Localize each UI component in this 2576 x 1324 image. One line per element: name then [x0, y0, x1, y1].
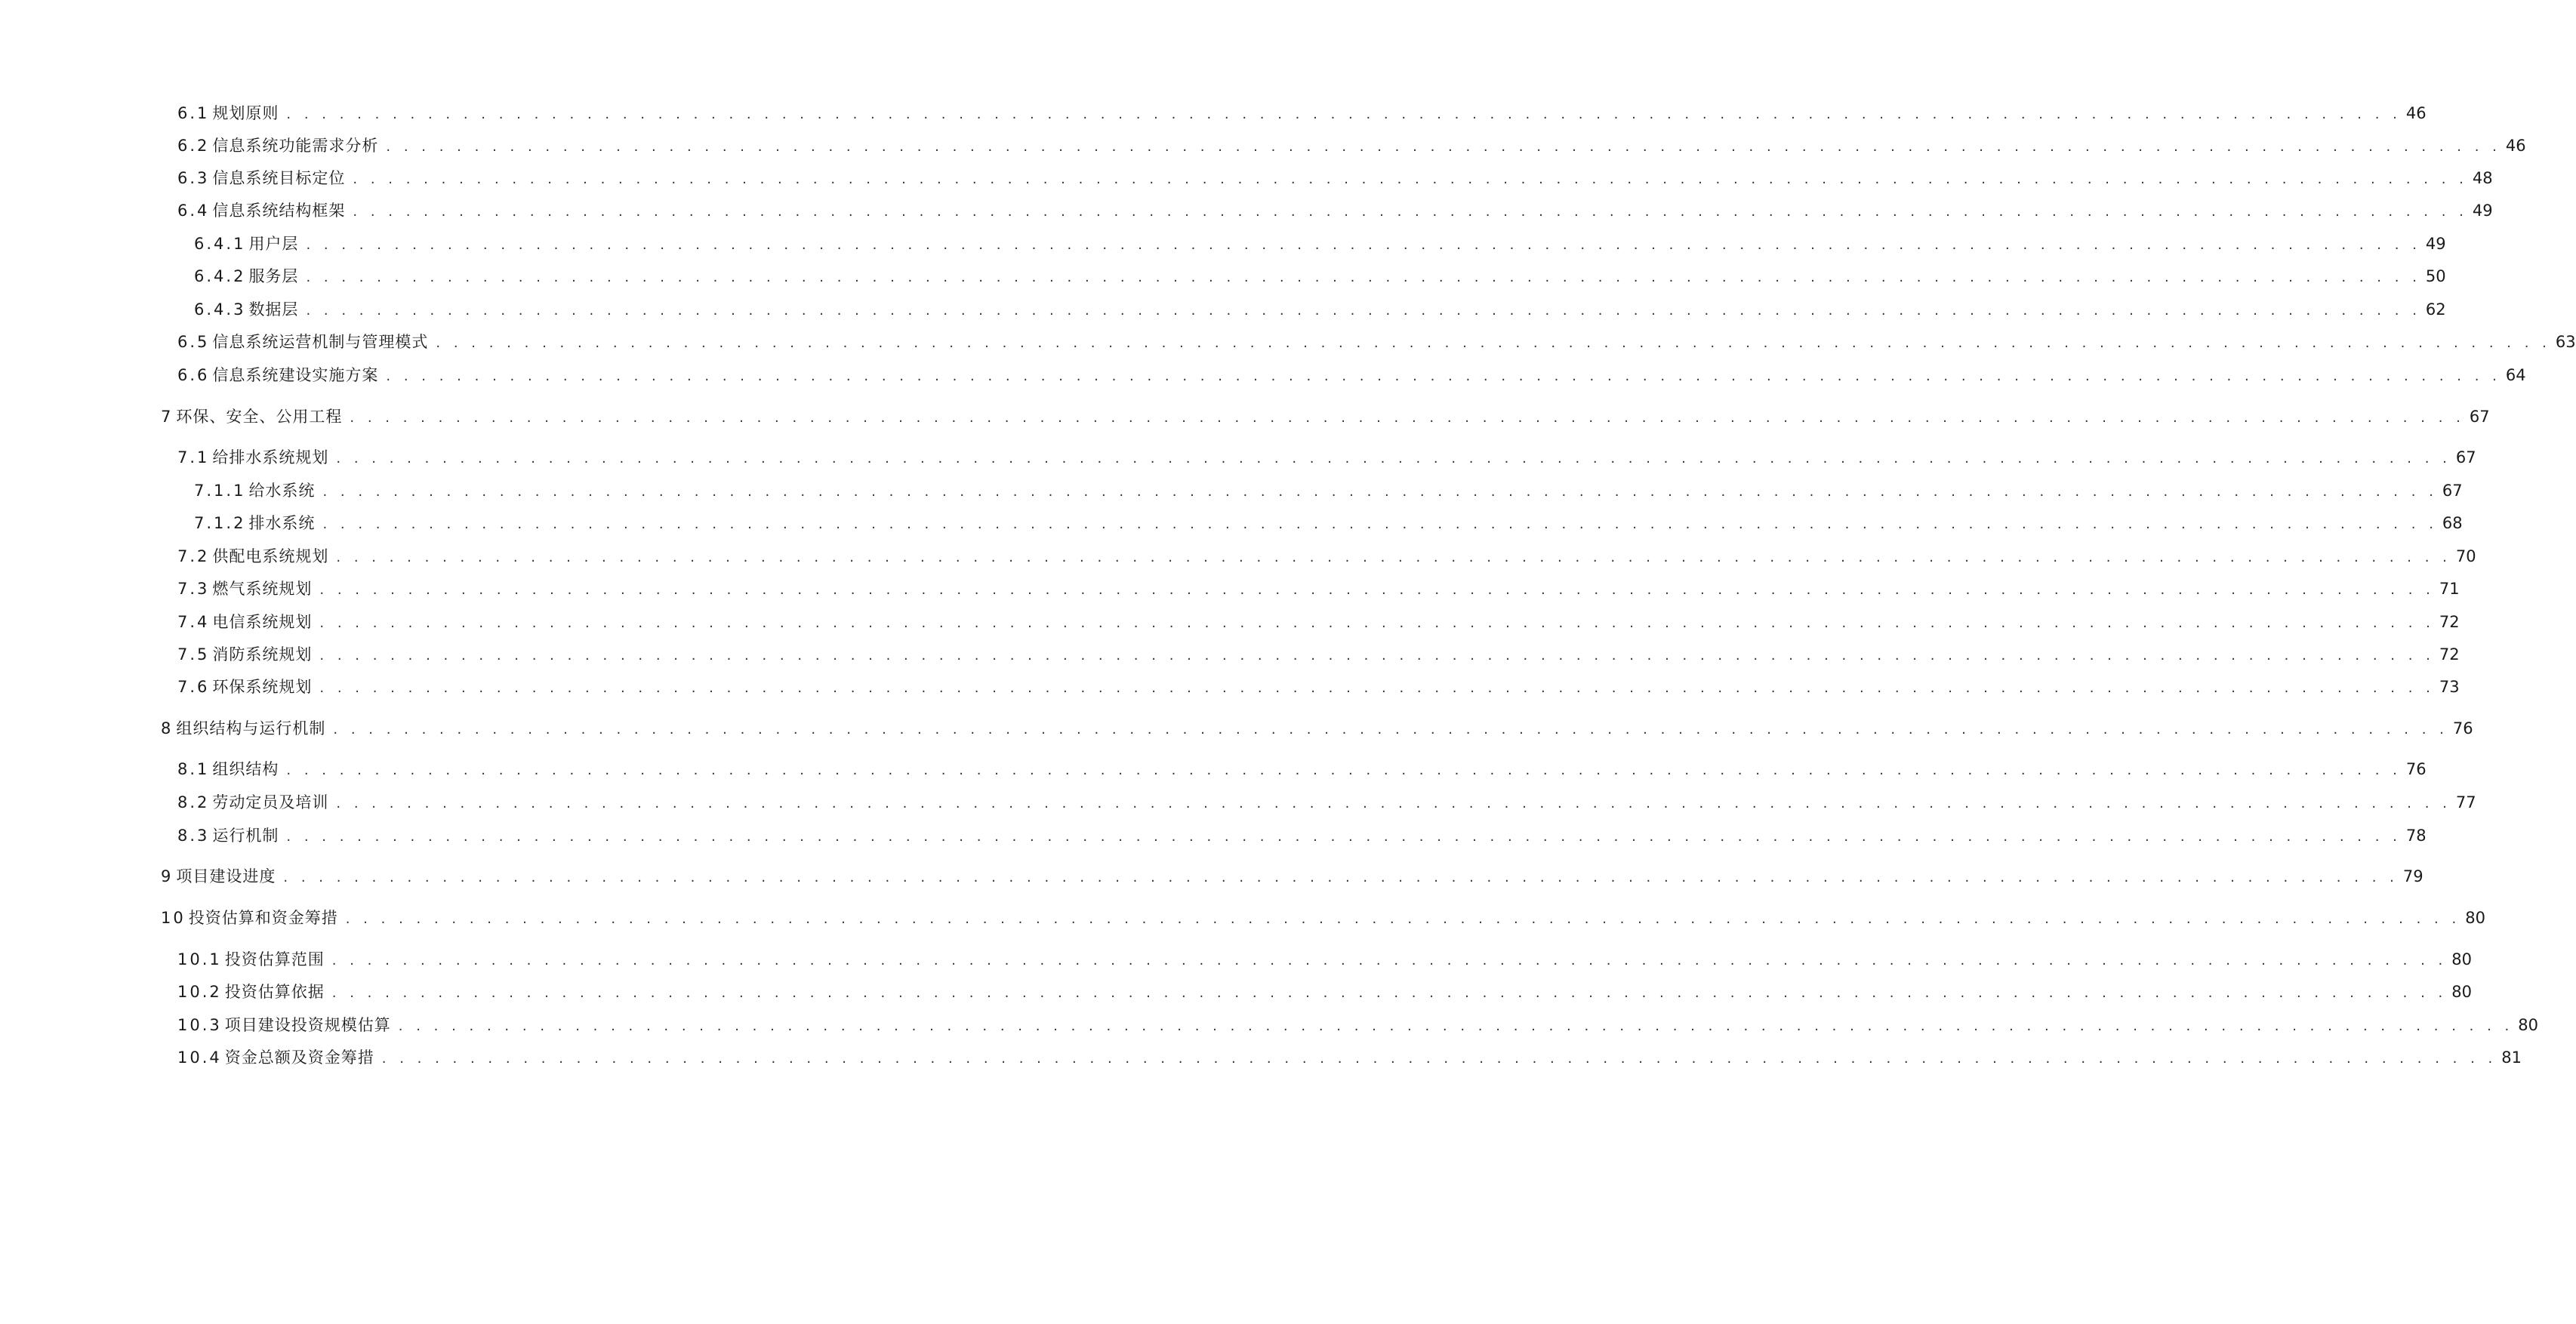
- toc-entry-title: 运行机制: [212, 827, 279, 845]
- toc-entry-title: 组织结构: [212, 760, 279, 778]
- toc-entry-number: 6.4.3: [194, 300, 246, 319]
- toc-entry[interactable]: [161, 865, 2423, 888]
- toc-entry-title: 供配电系统规划: [212, 547, 329, 565]
- toc-entry-title: 用户层: [248, 235, 299, 253]
- toc-entry-page: 70: [2455, 547, 2476, 565]
- toc-entry-title: 给水系统: [248, 482, 316, 500]
- toc-entry-page: 49: [2472, 202, 2493, 220]
- toc-entry-page: 81: [2501, 1048, 2522, 1067]
- toc-entry[interactable]: [177, 611, 2460, 633]
- toc-entry-number: 7.5: [177, 645, 210, 664]
- toc-entry-page: 71: [2439, 580, 2460, 598]
- dot-leader: . . . . . . . . . . . . . . . . . . . . . . . . . . . . . . . . . . . . . . . . . . . . . . . . . . . . . . . . . . . . . . . . . . . . . . . . . . . . . . . . . . . . . . . . . . . . . . . . . . . . . . . . . . . . . . . . . . . . . . . .: [319, 680, 2435, 696]
- dot-leader: . . . . . . . . . . . . . . . . . . . . . . . . . . . . . . . . . . . . . . . . . . . . . . . . . . . . . . . . . . . . . . . . . . . . . . . . . . . . . . . . . . . . . . . . . . . . . . . . . . . . . . . . . . . . . . . . . . . . . . . .: [322, 516, 2438, 532]
- toc-entry[interactable]: [177, 167, 2493, 189]
- toc-entry[interactable]: [177, 134, 2526, 157]
- toc-entry-page: 63: [2555, 333, 2576, 351]
- toc-entry-page: 62: [2425, 300, 2446, 319]
- dot-leader: . . . . . . . . . . . . . . . . . . . . . . . . . . . . . . . . . . . . . . . . . . . . . . . . . . . . . . . . . . . . . . . . . . . . . . . . . . . . . . . . . . . . . . . . . . . . . . . . . . . . . . . . . . . . . . . . . . . . . . . .: [386, 139, 2501, 155]
- toc-entry[interactable]: [177, 331, 2576, 353]
- toc-entry-title: 燃气系统规划: [212, 580, 313, 598]
- dot-leader: . . . . . . . . . . . . . . . . . . . . . . . . . . . . . . . . . . . . . . . . . . . . . . . . . . . . . . . . . . . . . . . . . . . . . . . . . . . . . . . . . . . . . . . . . . . . . . . . . . . . . . . . . . . . . . . . . . . . . . . .: [381, 1051, 2497, 1067]
- toc-entry-page: 77: [2455, 793, 2476, 811]
- toc-entry-page: 80: [2518, 1016, 2538, 1034]
- toc-entry-page: 49: [2425, 235, 2446, 253]
- toc-entry-number: 7.1.1: [194, 482, 246, 500]
- toc-entry-title: 数据层: [248, 300, 299, 319]
- toc-entry-title: 劳动定员及培训: [212, 793, 329, 811]
- toc-entry-title: 信息系统目标定位: [212, 169, 346, 187]
- toc-entry-number: 7: [161, 408, 174, 426]
- dot-leader: . . . . . . . . . . . . . . . . . . . . . . . . . . . . . . . . . . . . . . . . . . . . . . . . . . . . . . . . . . . . . . . . . . . . . . . . . . . . . . . . . . . . . . . . . . . . . . . . . . . . . . . . . . . . . . . . . . . . . . . .: [345, 911, 2461, 927]
- toc-entry-page: 72: [2439, 613, 2460, 631]
- dot-leader: . . . . . . . . . . . . . . . . . . . . . . . . . . . . . . . . . . . . . . . . . . . . . . . . . . . . . . . . . . . . . . . . . . . . . . . . . . . . . . . . . . . . . . . . . . . . . . . . . . . . . . . . . . . . . . . . . . . . . . . .: [286, 106, 2402, 122]
- toc-entry[interactable]: [177, 948, 2472, 971]
- toc-entry[interactable]: [177, 364, 2526, 386]
- toc-entry-page: 67: [2455, 448, 2476, 466]
- toc-entry[interactable]: [161, 717, 2473, 740]
- toc-entry-number: 10.4: [177, 1048, 222, 1067]
- toc-entry-page: 50: [2425, 267, 2446, 285]
- toc-entry-number: 6.4.1: [194, 235, 246, 253]
- dot-leader: . . . . . . . . . . . . . . . . . . . . . . . . . . . . . . . . . . . . . . . . . . . . . . . . . . . . . . . . . . . . . . . . . . . . . . . . . . . . . . . . . . . . . . . . . . . . . . . . . . . . . . . . . . . . . . . . . . . . . . . .: [306, 237, 2421, 253]
- toc-entry-title: 组织结构与运行机制: [176, 719, 326, 737]
- toc-entry-number: 8.2: [177, 793, 210, 811]
- toc-entry-page: 67: [2469, 408, 2490, 426]
- toc-entry[interactable]: [177, 643, 2460, 666]
- toc-entry-page: 79: [2402, 867, 2423, 885]
- toc-entry[interactable]: [177, 824, 2427, 847]
- toc-entry-title: 项目建设投资规模估算: [224, 1016, 391, 1034]
- toc-entry-page: 72: [2439, 645, 2460, 664]
- toc-entry-title: 给排水系统规划: [212, 448, 329, 466]
- toc-entry-page: 80: [2465, 909, 2485, 927]
- toc-entry-page: 80: [2451, 950, 2472, 968]
- toc-entry-number: 10.3: [177, 1016, 222, 1034]
- dot-leader: . . . . . . . . . . . . . . . . . . . . . . . . . . . . . . . . . . . . . . . . . . . . . . . . . . . . . . . . . . . . . . . . . . . . . . . . . . . . . . . . . . . . . . . . . . . . . . . . . . . . . . . . . . . . . . . . . . . . . . . .: [386, 368, 2501, 384]
- toc-entry-page: 73: [2439, 678, 2460, 696]
- toc-entry-number: 8.3: [177, 827, 210, 845]
- dot-leader: . . . . . . . . . . . . . . . . . . . . . . . . . . . . . . . . . . . . . . . . . . . . . . . . . . . . . . . . . . . . . . . . . . . . . . . . . . . . . . . . . . . . . . . . . . . . . . . . . . . . . . . . . . . . . . . . . . . . . . . .: [331, 985, 2448, 1001]
- toc-entry-title: 投资估算和资金筹措: [188, 909, 338, 927]
- toc-entry-number: 7.4: [177, 613, 210, 631]
- toc-entry-title: 投资估算范围: [224, 950, 325, 968]
- toc-entry-title: 消防系统规划: [212, 645, 313, 664]
- toc-entry-number: 10: [161, 909, 186, 927]
- toc-entry-number: 7.3: [177, 580, 210, 598]
- dot-leader: . . . . . . . . . . . . . . . . . . . . . . . . . . . . . . . . . . . . . . . . . . . . . . . . . . . . . . . . . . . . . . . . . . . . . . . . . . . . . . . . . . . . . . . . . . . . . . . . . . . . . . . . . . . . . . . . . . . . . . . .: [319, 615, 2435, 631]
- toc-entry-number: 8.1: [177, 760, 210, 778]
- toc-entry-title: 资金总额及资金筹措: [224, 1048, 374, 1067]
- toc-entry-number: 6.5: [177, 333, 210, 351]
- toc-entry[interactable]: [177, 981, 2472, 1003]
- dot-leader: . . . . . . . . . . . . . . . . . . . . . . . . . . . . . . . . . . . . . . . . . . . . . . . . . . . . . . . . . . . . . . . . . . . . . . . . . . . . . . . . . . . . . . . . . . . . . . . . . . . . . . . . . . . . . . . . . . . . . . . .: [436, 335, 2551, 351]
- dot-leader: . . . . . . . . . . . . . . . . . . . . . . . . . . . . . . . . . . . . . . . . . . . . . . . . . . . . . . . . . . . . . . . . . . . . . . . . . . . . . . . . . . . . . . . . . . . . . . . . . . . . . . . . . . . . . . . . . . . . . . . .: [306, 269, 2421, 285]
- toc-entry-page: 67: [2442, 482, 2463, 500]
- dot-leader: . . . . . . . . . . . . . . . . . . . . . . . . . . . . . . . . . . . . . . . . . . . . . . . . . . . . . . . . . . . . . . . . . . . . . . . . . . . . . . . . . . . . . . . . . . . . . . . . . . . . . . . . . . . . . . . . . . . . . . . .: [286, 762, 2402, 778]
- toc-entry-title: 规划原则: [212, 104, 279, 122]
- toc-entry[interactable]: [194, 512, 2463, 534]
- toc-entry[interactable]: [177, 545, 2476, 568]
- toc-entry[interactable]: [194, 298, 2446, 321]
- dot-leader: . . . . . . . . . . . . . . . . . . . . . . . . . . . . . . . . . . . . . . . . . . . . . . . . . . . . . . . . . . . . . . . . . . . . . . . . . . . . . . . . . . . . . . . . . . . . . . . . . . . . . . . . . . . . . . . . . . . . . . . .: [333, 722, 2448, 737]
- toc-entry-number: 6.6: [177, 366, 210, 384]
- dot-leader: . . . . . . . . . . . . . . . . . . . . . . . . . . . . . . . . . . . . . . . . . . . . . . . . . . . . . . . . . . . . . . . . . . . . . . . . . . . . . . . . . . . . . . . . . . . . . . . . . . . . . . . . . . . . . . . . . . . . . . . .: [353, 171, 2468, 187]
- toc-entry-number: 6.3: [177, 169, 210, 187]
- toc-entry[interactable]: [161, 907, 2485, 929]
- dot-leader: . . . . . . . . . . . . . . . . . . . . . . . . . . . . . . . . . . . . . . . . . . . . . . . . . . . . . . . . . . . . . . . . . . . . . . . . . . . . . . . . . . . . . . . . . . . . . . . . . . . . . . . . . . . . . . . . . . . . . . . .: [350, 410, 2465, 426]
- toc-entry[interactable]: [177, 446, 2476, 469]
- toc-entry[interactable]: [161, 405, 2490, 428]
- toc-entry[interactable]: [177, 577, 2460, 600]
- dot-leader: . . . . . . . . . . . . . . . . . . . . . . . . . . . . . . . . . . . . . . . . . . . . . . . . . . . . . . . . . . . . . . . . . . . . . . . . . . . . . . . . . . . . . . . . . . . . . . . . . . . . . . . . . . . . . . . . . . . . . . . .: [336, 550, 2451, 565]
- dot-leader: . . . . . . . . . . . . . . . . . . . . . . . . . . . . . . . . . . . . . . . . . . . . . . . . . . . . . . . . . . . . . . . . . . . . . . . . . . . . . . . . . . . . . . . . . . . . . . . . . . . . . . . . . . . . . . . . . . . . . . . .: [286, 829, 2402, 845]
- toc-entry-title: 环保系统规划: [212, 678, 313, 696]
- toc-entry-number: 7.2: [177, 547, 210, 565]
- toc-entry-page: 80: [2451, 983, 2472, 1001]
- dot-leader: . . . . . . . . . . . . . . . . . . . . . . . . . . . . . . . . . . . . . . . . . . . . . . . . . . . . . . . . . . . . . . . . . . . . . . . . . . . . . . . . . . . . . . . . . . . . . . . . . . . . . . . . . . . . . . . . . . . . . . . .: [331, 953, 2448, 968]
- toc-entry-number: 7.6: [177, 678, 210, 696]
- dot-leader: . . . . . . . . . . . . . . . . . . . . . . . . . . . . . . . . . . . . . . . . . . . . . . . . . . . . . . . . . . . . . . . . . . . . . . . . . . . . . . . . . . . . . . . . . . . . . . . . . . . . . . . . . . . . . . . . . . . . . . . .: [398, 1018, 2514, 1034]
- dot-leader: . . . . . . . . . . . . . . . . . . . . . . . . . . . . . . . . . . . . . . . . . . . . . . . . . . . . . . . . . . . . . . . . . . . . . . . . . . . . . . . . . . . . . . . . . . . . . . . . . . . . . . . . . . . . . . . . . . . . . . . .: [306, 303, 2421, 319]
- toc-entry-title: 信息系统结构框架: [212, 202, 346, 220]
- toc-entry-title: 项目建设进度: [176, 867, 276, 885]
- toc-entry[interactable]: [177, 1014, 2538, 1036]
- toc-entry-page: 46: [2505, 137, 2526, 155]
- toc-entry-page: 76: [2452, 719, 2473, 737]
- toc-entry-title: 服务层: [248, 267, 299, 285]
- toc-entry-number: 8: [161, 719, 174, 737]
- toc-entry[interactable]: [177, 199, 2493, 222]
- dot-leader: . . . . . . . . . . . . . . . . . . . . . . . . . . . . . . . . . . . . . . . . . . . . . . . . . . . . . . . . . . . . . . . . . . . . . . . . . . . . . . . . . . . . . . . . . . . . . . . . . . . . . . . . . . . . . . . . . . . . . . . .: [336, 796, 2451, 811]
- toc-entry-number: 10.2: [177, 983, 222, 1001]
- toc-entry[interactable]: [194, 232, 2446, 255]
- toc-entry-page: 64: [2505, 366, 2526, 384]
- dot-leader: . . . . . . . . . . . . . . . . . . . . . . . . . . . . . . . . . . . . . . . . . . . . . . . . . . . . . . . . . . . . . . . . . . . . . . . . . . . . . . . . . . . . . . . . . . . . . . . . . . . . . . . . . . . . . . . . . . . . . . . .: [319, 648, 2435, 664]
- toc-entry[interactable]: [177, 791, 2476, 814]
- toc-entry-number: 7.1: [177, 448, 210, 466]
- toc-entry-page: 76: [2405, 760, 2427, 778]
- toc-entry-number: 6.4: [177, 202, 210, 220]
- dot-leader: . . . . . . . . . . . . . . . . . . . . . . . . . . . . . . . . . . . . . . . . . . . . . . . . . . . . . . . . . . . . . . . . . . . . . . . . . . . . . . . . . . . . . . . . . . . . . . . . . . . . . . . . . . . . . . . . . . . . . . . .: [322, 484, 2438, 500]
- toc-entry-title: 信息系统运营机制与管理模式: [212, 333, 429, 351]
- toc-entry[interactable]: [177, 758, 2427, 781]
- toc-entry-title: 投资估算依据: [224, 983, 325, 1001]
- toc-entry-number: 6.2: [177, 137, 210, 155]
- dot-leader: . . . . . . . . . . . . . . . . . . . . . . . . . . . . . . . . . . . . . . . . . . . . . . . . . . . . . . . . . . . . . . . . . . . . . . . . . . . . . . . . . . . . . . . . . . . . . . . . . . . . . . . . . . . . . . . . . . . . . . . .: [336, 451, 2451, 466]
- toc-entry-page: 78: [2405, 827, 2427, 845]
- toc-entry[interactable]: [194, 479, 2463, 502]
- toc-entry-title: 环保、安全、公用工程: [176, 408, 343, 426]
- toc-entry-title: 排水系统: [248, 514, 316, 532]
- dot-leader: . . . . . . . . . . . . . . . . . . . . . . . . . . . . . . . . . . . . . . . . . . . . . . . . . . . . . . . . . . . . . . . . . . . . . . . . . . . . . . . . . . . . . . . . . . . . . . . . . . . . . . . . . . . . . . . . . . . . . . . .: [319, 582, 2435, 598]
- toc-entry-page: 68: [2442, 514, 2463, 532]
- toc-entry-number: 10.1: [177, 950, 222, 968]
- toc-entry-number: 6.1: [177, 104, 210, 122]
- toc-entry-page: 46: [2405, 104, 2427, 122]
- toc-entry-title: 电信系统规划: [212, 613, 313, 631]
- toc-entry[interactable]: [194, 265, 2446, 288]
- toc-entry-title: 信息系统功能需求分析: [212, 137, 379, 155]
- toc-entry-number: 7.1.2: [194, 514, 246, 532]
- toc-entry[interactable]: [177, 102, 2427, 125]
- toc-entry[interactable]: [177, 676, 2460, 698]
- toc-entry[interactable]: [177, 1046, 2522, 1069]
- toc-entry-title: 信息系统建设实施方案: [212, 366, 379, 384]
- toc-entry-page: 48: [2472, 169, 2493, 187]
- toc-entry-number: 6.4.2: [194, 267, 246, 285]
- dot-leader: . . . . . . . . . . . . . . . . . . . . . . . . . . . . . . . . . . . . . . . . . . . . . . . . . . . . . . . . . . . . . . . . . . . . . . . . . . . . . . . . . . . . . . . . . . . . . . . . . . . . . . . . . . . . . . . . . . . . . . . .: [283, 870, 2399, 885]
- dot-leader: . . . . . . . . . . . . . . . . . . . . . . . . . . . . . . . . . . . . . . . . . . . . . . . . . . . . . . . . . . . . . . . . . . . . . . . . . . . . . . . . . . . . . . . . . . . . . . . . . . . . . . . . . . . . . . . . . . . . . . . .: [353, 204, 2468, 220]
- toc-entry-number: 9: [161, 867, 174, 885]
